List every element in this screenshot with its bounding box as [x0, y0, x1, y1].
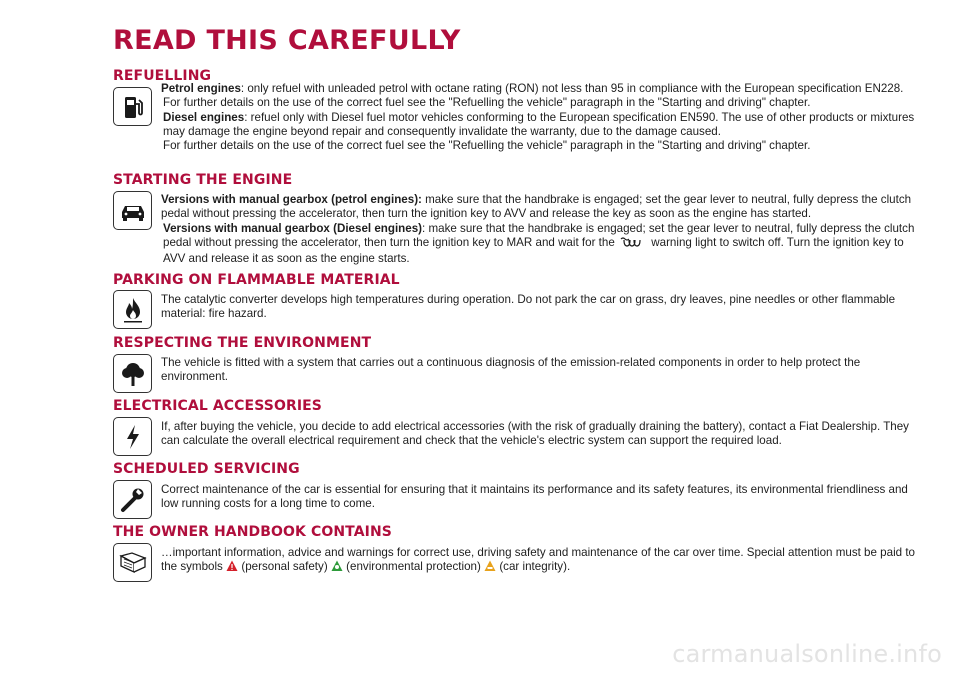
- page-title: READ THIS CAREFULLY: [113, 25, 461, 56]
- diesel-label: Diesel engines: [163, 110, 245, 124]
- starting-diesel-text-1: : make sure that the handbrake is engaged; set the gear lever to neutral, fully depress the clutch pedal without pressing the accelerator, then turn the ignition key to MAR and wait for the: [163, 221, 915, 249]
- petrol-text: : only refuel with unleaded petrol with octane rating (RON) not less than 95 in compliance with the European specification EN228.: [240, 82, 904, 95]
- refuelling-text: [161, 82, 921, 153]
- lightning-icon: [113, 417, 152, 456]
- environment-icon: [331, 560, 343, 576]
- personal-safety-icon: [226, 560, 238, 576]
- electrical-text: If, after buying the vehicle, you decide to add electrical accessories (with the risk of gradually draining the battery), contact a Fiat Dealership. They can calculate the overall electrical requirement and check that the vehicle's electric system can support the required load.: [161, 420, 909, 448]
- petrol-more: For further details on the use of the correct fuel see the "Refuelling the vehicle" paragraph in the "Starting and driving" chapter.: [163, 96, 811, 110]
- starting-text: [161, 193, 921, 266]
- tree-icon: [113, 354, 152, 393]
- heading-electrical: ELECTRICAL ACCESSORIES: [113, 398, 322, 414]
- heading-refuelling: REFUELLING: [113, 68, 212, 84]
- diesel-text: : refuel only with Diesel fuel motor vehicles conforming to the European specification EN590. The use of other products or mixtures may damage the engine beyond repair and consequently invalidate the warranty, due to the damage caused.: [163, 110, 915, 138]
- car-integrity-label: (car integrity).: [499, 560, 571, 574]
- heading-handbook: THE OWNER HANDBOOK CONTAINS: [113, 524, 392, 540]
- servicing-text: Correct maintenance of the car is essential for ensuring that it maintains its performance and its safety features, its environmental friendliness and low running costs for a long time to come.: [161, 483, 908, 511]
- environmental-label: (environmental protection): [346, 560, 481, 574]
- heading-environment: RESPECTING THE ENVIRONMENT: [113, 335, 372, 351]
- glow-plug-icon: [618, 236, 648, 252]
- starting-diesel-text-2: warning light to switch off. Turn the ignition key to AVV and release it as soon as the engine starts.: [163, 235, 904, 266]
- personal-safety-label: (personal safety): [241, 560, 328, 574]
- parking-text: The catalytic converter develops high temperatures during operation. Do not park the car on grass, dry leaves, pine needles or other flammable material: fire hazard.: [161, 293, 896, 321]
- book-icon: [113, 543, 152, 582]
- car-icon: [113, 191, 152, 230]
- environment-text: The vehicle is fitted with a system that carries out a continuous diagnosis of the emission-related components in order to help protect the environment.: [161, 356, 861, 384]
- handbook-text-1: …important information, advice and warnings for correct use, driving safety and maintenance of the car over time. Special attention must be paid to the symbols: [161, 546, 915, 574]
- watermark: carmanualsonline.info: [672, 640, 942, 668]
- car-integrity-icon: [484, 560, 496, 576]
- fuel-pump-icon: [113, 87, 152, 126]
- handbook-text: [161, 546, 921, 577]
- heading-parking: PARKING ON FLAMMABLE MATERIAL: [113, 272, 400, 288]
- starting-diesel-label: Versions with manual gearbox (Diesel engines): [163, 221, 423, 235]
- flame-icon: [113, 290, 152, 329]
- starting-petrol-label: Versions with manual gearbox (petrol engines):: [161, 193, 422, 206]
- heading-starting: STARTING THE ENGINE: [113, 172, 293, 188]
- petrol-label: Petrol engines: [161, 82, 241, 95]
- wrench-icon: [113, 480, 152, 519]
- heading-servicing: SCHEDULED SERVICING: [113, 461, 300, 477]
- starting-petrol-text: make sure that the handbrake is engaged; set the gear lever to neutral, fully depress the clutch pedal without pressing the accelerator, then turn the ignition key to AVV and release the key as soon as the engine has started.: [161, 193, 912, 221]
- diesel-more: For further details on the use of the correct fuel see the "Refuelling the vehicle" paragraph in the "Starting and driving" chapter.: [163, 139, 811, 153]
